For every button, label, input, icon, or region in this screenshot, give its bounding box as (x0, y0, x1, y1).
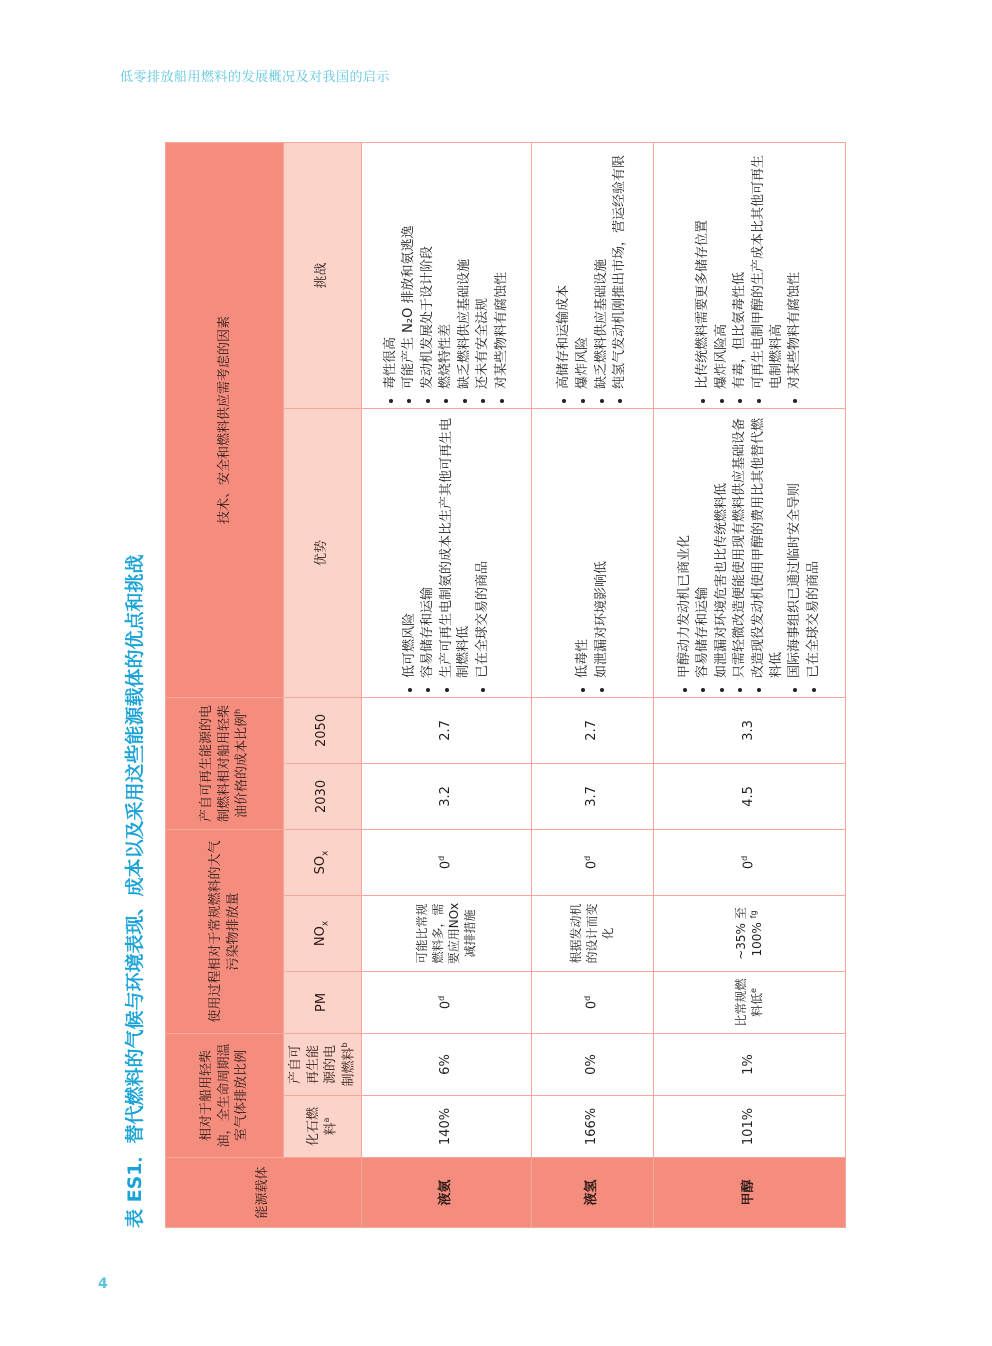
list-item: • 对某些物料有腐蚀性 (493, 148, 511, 389)
nox-cell: ~35% 至 100% $^{fg}$ (653, 895, 845, 971)
list-item: • 高储存和运输成本 (555, 148, 573, 389)
header-tech: 技术、安全和燃料供应需考虑的因素 (166, 142, 284, 697)
list-item: • 低毒性 (574, 414, 592, 678)
nox-cell: 可能比常规燃料多，需要应用NOx 减排措施 (361, 895, 531, 971)
cost-2030-cell: 3.7 (531, 763, 653, 829)
ghg-renew-cell: 0% (531, 1033, 653, 1095)
advantages-cell (653, 408, 845, 697)
ghg-fossil-cell: 101% (653, 1096, 845, 1158)
list-item: • 容易储存和运输 (694, 414, 712, 678)
list-item: • 已在全球交易的商品 (805, 414, 823, 678)
list-item: • 缺乏燃料供应基础设施 (456, 148, 474, 389)
table-row (361, 142, 531, 1227)
header-2050: 2050 (284, 697, 362, 763)
list-item: • 甲醇动力发动机已商业化 (676, 414, 694, 678)
header-pm: PM (284, 971, 362, 1033)
sox-cell: 0$^d$ (531, 829, 653, 895)
header-pollutant: 使用过程相对于常规燃料的大气污染物排放量 (166, 829, 284, 1033)
list-item: • 爆炸风险 (574, 148, 592, 389)
header-ghg-fossil: 化石燃料$^a$ (284, 1096, 362, 1158)
header-2030: 2030 (284, 763, 362, 829)
advantages-cell (531, 408, 653, 697)
list-item: • 缺乏燃料供应基础设施 (593, 148, 611, 389)
sox-cell: 0$^d$ (653, 829, 845, 895)
carrier-cell: 液氢 (531, 1158, 653, 1228)
advantages-cell (361, 408, 531, 697)
list-item: • 可能产生 N₂O 排放和氨逃逸 (400, 148, 418, 389)
list-item: • 爆炸风险高 (713, 148, 731, 389)
header-ghg-renew: 产自可再生能源的电制燃料$^b$ (284, 1033, 362, 1095)
list-item: • 如泄漏对环境影响低 (593, 414, 611, 678)
header-nox: $NO_x$ (284, 895, 362, 971)
list-item: • 发动机发展处于设计阶段 (419, 148, 437, 389)
challenges-cell (653, 142, 845, 408)
list-item: • 只需轻微改造便能使用现有燃料供应基础设备 (731, 414, 749, 678)
list-item: • 生产可再生电制氨的成本比生产其他可再生电制燃料低 (438, 414, 473, 678)
cost-2050-cell: 2.7 (531, 697, 653, 763)
table-row (531, 142, 653, 1227)
sox-cell: 0$^d$ (361, 829, 531, 895)
cost-2030-cell: 4.5 (653, 763, 845, 829)
table-row (653, 142, 845, 1227)
running-header: 低零排放船用燃料的发展概况及对我国的启示 (120, 70, 391, 85)
list-item: • 国际海事组织已通过临时安全导则 (786, 414, 804, 678)
list-item: • 如泄漏对环境危害也比传统燃料低 (713, 414, 731, 678)
list-item: • 可再生电制甲醇的生产成本比其他可再生电制燃料高 (750, 148, 785, 389)
list-item: • 燃烧特性差 (437, 148, 455, 389)
list-item: • 改造现役发动机使用甲醇的费用比其他替代燃料低 (750, 414, 785, 678)
list-item: • 有毒，但比氨毒性低 (731, 148, 749, 389)
ghg-fossil-cell: 140% (361, 1096, 531, 1158)
list-item: • 对某些物料有腐蚀性 (786, 148, 804, 389)
header-advantages: 优势 (284, 408, 362, 697)
header-carrier: 能源载体 (166, 1158, 362, 1228)
rotated-table-block (124, 143, 835, 1228)
list-item: • 还未有安全法规 (474, 148, 492, 389)
list-item: • 纯氢气发动机刚推出市场，营运经验有限 (611, 148, 629, 389)
ghg-fossil-cell: 166% (531, 1096, 653, 1158)
cost-2050-cell: 3.3 (653, 697, 845, 763)
list-item: • 已在全球交易的商品 (474, 414, 492, 678)
list-item: • 毒性很高 (382, 148, 400, 389)
cost-2050-cell: 2.7 (361, 697, 531, 763)
list-item: • 比传统燃料需要更多储存位置 (694, 148, 712, 389)
nox-cell: 根据发动机的设计而变化 (531, 895, 653, 971)
header-cost: 产自可再生能源的电制燃料相对船用轻柴油价格的成本比例$^h$ (166, 697, 284, 829)
carrier-cell: 液氨 (361, 1158, 531, 1228)
page-number: 4 (98, 1276, 108, 1292)
header-challenges: 挑战 (284, 142, 362, 408)
challenges-cell (531, 142, 653, 408)
list-item: • 低可燃风险 (401, 414, 419, 678)
pm-cell: 0$^d$ (361, 971, 531, 1033)
ghg-renew-cell: 6% (361, 1033, 531, 1095)
cost-2030-cell: 3.2 (361, 763, 531, 829)
challenges-cell (361, 142, 531, 408)
pm-cell: 比常规燃料低$^e$ (653, 971, 845, 1033)
pm-cell: 0$^d$ (531, 971, 653, 1033)
table-caption: 表 ES1．替代燃料的气候与环境表现、成本以及采用这些能源载体的优点和挑战 (124, 554, 146, 1228)
list-item: • 容易储存和运输 (419, 414, 437, 678)
header-ghg: 相对于船用轻柴油，全生命周期温室气体排放比例 (166, 1033, 284, 1157)
header-sox: $SO_x$ (284, 829, 362, 895)
fuel-comparison-table (165, 142, 846, 1228)
carrier-cell: 甲醇 (653, 1158, 845, 1228)
ghg-renew-cell: 1% (653, 1033, 845, 1095)
